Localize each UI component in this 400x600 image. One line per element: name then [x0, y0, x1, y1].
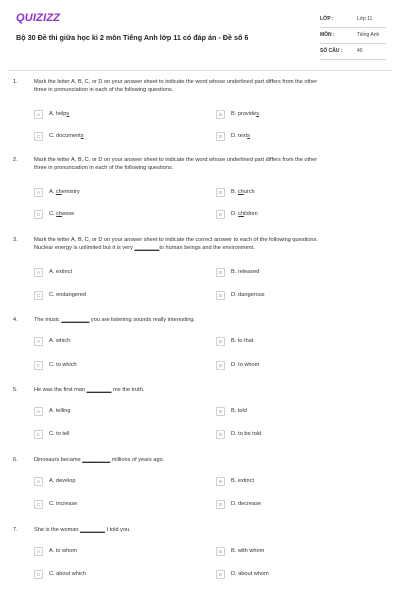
- option-text: D. dangerous: [231, 291, 265, 298]
- answer-option-c[interactable]: [34, 361, 184, 373]
- option-letter-box: C: [34, 361, 43, 370]
- question-text: He was the first man ________ me the truth.: [34, 387, 145, 393]
- option-letter-box: C: [34, 291, 43, 300]
- option-text: B. told: [231, 407, 247, 414]
- answer-option-a[interactable]: [34, 268, 184, 280]
- answer-blank: ________: [80, 527, 105, 533]
- question-number: 4.: [13, 317, 18, 323]
- question-line: three in pronunciation in each of the following questions.: [34, 86, 174, 93]
- option-letter-box: A: [34, 547, 43, 556]
- option-letter-box: A: [34, 268, 43, 277]
- question-text: [34, 237, 390, 252]
- header-divider: [8, 70, 392, 71]
- answer-option-d[interactable]: [216, 361, 366, 373]
- option-text: D. texts: [231, 132, 250, 139]
- option-letter-box: B: [216, 407, 225, 416]
- answer-option-a[interactable]: [34, 407, 184, 419]
- question-number: 1.: [13, 79, 18, 85]
- answer-option-a[interactable]: [34, 188, 184, 200]
- question-number: 2.: [13, 157, 18, 163]
- answer-option-d[interactable]: [216, 291, 366, 303]
- option-text: D. to be told: [231, 430, 262, 437]
- meta-row-count: [320, 46, 386, 60]
- option-text: B. with whom: [231, 547, 265, 554]
- answer-option-b[interactable]: [216, 188, 366, 200]
- option-letter-box: A: [34, 407, 43, 416]
- question-line: Mark the letter A, B, C, or D on your answer sheet to indicate the word whose underlined part differs from the other: [34, 79, 318, 85]
- answer-option-b[interactable]: [216, 268, 366, 280]
- answer-option-c[interactable]: [34, 291, 184, 303]
- option-letter-box: B: [216, 477, 225, 486]
- option-text: D. children: [231, 210, 258, 217]
- question-number: 7.: [13, 527, 18, 533]
- meta-label: SỐ CÂU :: [320, 48, 343, 54]
- meta-label: MÔN :: [320, 32, 335, 38]
- option-text: A. to whom: [49, 547, 77, 554]
- option-letter-box: D: [216, 430, 225, 439]
- option-letter-box: B: [216, 547, 225, 556]
- option-text: A. extinct: [49, 268, 73, 275]
- answer-option-d[interactable]: [216, 500, 366, 512]
- answer-option-c[interactable]: [34, 210, 184, 222]
- option-letter-box: A: [34, 337, 43, 346]
- worksheet-title: Bộ 30 Đề thi giữa học kì 2 môn Tiếng Anh lớp 11 có đáp án - Đề số 6: [16, 33, 249, 42]
- answer-blank: ________: [134, 244, 160, 251]
- option-text: B. extinct: [231, 477, 255, 484]
- meta-value: 40: [357, 48, 363, 54]
- answer-option-c[interactable]: [34, 430, 184, 442]
- answer-option-c[interactable]: [34, 570, 184, 582]
- option-text: A. telling: [49, 407, 71, 414]
- option-letter-box: C: [34, 570, 43, 579]
- option-letter-box: B: [216, 188, 225, 197]
- option-letter-box: C: [34, 500, 43, 509]
- question-text: [34, 79, 390, 94]
- option-letter-box: D: [216, 570, 225, 579]
- answer-option-a[interactable]: [34, 110, 184, 122]
- answer-blank: _________: [61, 317, 90, 323]
- option-text: B. provides: [231, 110, 259, 117]
- option-letter-box: B: [216, 337, 225, 346]
- option-letter-box: D: [216, 291, 225, 300]
- answer-option-a[interactable]: [34, 477, 184, 489]
- option-letter-box: B: [216, 268, 225, 277]
- meta-value: Lớp 11: [357, 16, 373, 22]
- option-letter-box: A: [34, 477, 43, 486]
- option-letter-box: D: [216, 361, 225, 370]
- answer-option-b[interactable]: [216, 110, 366, 122]
- answer-option-c[interactable]: [34, 500, 184, 512]
- option-letter-box: D: [216, 132, 225, 141]
- option-text: A. develop: [49, 477, 76, 484]
- question-line: Mark the letter A, B, C, or D on your answer sheet to indicate the word whose underlined part differs from the other: [34, 157, 318, 163]
- option-text: C. to tell: [49, 430, 70, 437]
- answer-option-c[interactable]: [34, 132, 184, 144]
- quizizz-logo: QUIZIZZ: [16, 12, 61, 24]
- meta-value: Tiếng Anh: [357, 32, 380, 38]
- meta-row-class: [320, 14, 386, 28]
- option-letter-box: A: [34, 110, 43, 119]
- question-number: 6.: [13, 457, 18, 463]
- question-text: [34, 157, 390, 172]
- option-letter-box: D: [216, 210, 225, 219]
- option-text: A. helps: [49, 110, 70, 117]
- option-text: D. to whom: [231, 361, 260, 368]
- answer-option-a[interactable]: [34, 337, 184, 349]
- answer-blank: ________: [86, 387, 112, 393]
- option-text: C. increase: [49, 500, 78, 507]
- option-text: D. decrease: [231, 500, 262, 507]
- worksheet-meta: [320, 14, 386, 62]
- answer-option-d[interactable]: [216, 132, 366, 144]
- question-text: She is the woman ________ I told you.: [34, 527, 131, 533]
- answer-option-b[interactable]: [216, 407, 366, 419]
- answer-option-d[interactable]: [216, 570, 366, 582]
- option-letter-box: A: [34, 188, 43, 197]
- option-text: C. about which: [49, 570, 87, 577]
- option-text: B. released: [231, 268, 260, 275]
- option-text: C. cheese: [49, 210, 75, 217]
- option-letter-box: D: [216, 500, 225, 509]
- option-letter-box: C: [34, 430, 43, 439]
- question-line: Nuclear energy is unlimited but it is very ________to human beings and the environment.: [34, 244, 255, 251]
- option-text: C. documents: [49, 132, 84, 139]
- question-text: Dinosaurs became _________ millions of years ago.: [34, 457, 165, 463]
- question-text: The music _________ you are listening sounds really interesting.: [34, 317, 196, 323]
- answer-blank: _________: [82, 457, 111, 463]
- answer-option-a[interactable]: [34, 547, 184, 559]
- option-letter-box: C: [34, 132, 43, 141]
- worksheet-header: [0, 0, 400, 64]
- question-number: 3.: [13, 237, 18, 243]
- option-text: A. which: [49, 337, 71, 344]
- option-letter-box: C: [34, 210, 43, 219]
- question-line: Mark the letter A, B, C, or D on your answer sheet to indicate the correct answer to each of the following questions.: [34, 237, 318, 243]
- option-text: D. about whom: [231, 570, 269, 577]
- meta-row-subject: [320, 30, 386, 44]
- answer-option-d[interactable]: [216, 430, 366, 442]
- option-text: C. endangered: [49, 291, 87, 298]
- option-letter-box: B: [216, 110, 225, 119]
- question-line: three in pronunciation in each of the following questions.: [34, 164, 174, 171]
- answer-option-b[interactable]: [216, 547, 366, 559]
- meta-label: LỚP :: [320, 16, 334, 22]
- option-text: B. church: [231, 188, 255, 195]
- option-text: B. to that: [231, 337, 254, 344]
- option-text: C. to which: [49, 361, 77, 368]
- answer-option-b[interactable]: [216, 337, 366, 349]
- option-text: A. chemistry: [49, 188, 80, 195]
- answer-option-b[interactable]: [216, 477, 366, 489]
- answer-option-d[interactable]: [216, 210, 366, 222]
- question-number: 5.: [13, 387, 18, 393]
